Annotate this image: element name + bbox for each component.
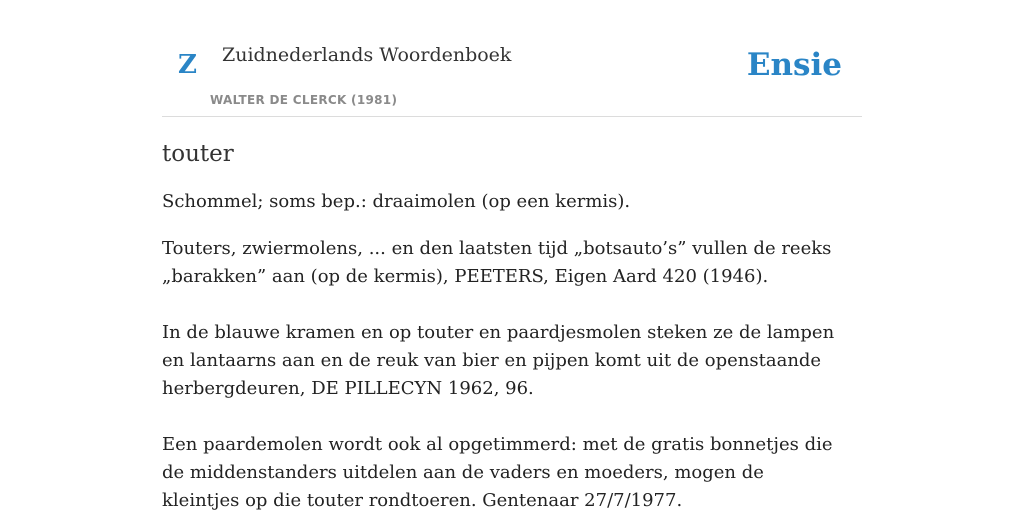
book-logo-icon[interactable]: Z: [178, 50, 197, 80]
entry-quote: Een paardemolen wordt ook al opgetimmerd: met de gratis bonnetjes die de middenstanders uitdelen aan de vaders en moeders, mogen de kleintjes op die touter rondtoeren. Gentenaar 27/7/1977.: [162, 434, 833, 511]
entry-quote: Touters, zwiermolens, ... en den laatsten tijd „botsauto’s” vullen de reeks „barakken” aan (op de kermis), PEETERS, Eigen Aard 420 (1946).: [162, 238, 832, 287]
ensie-logo-link[interactable]: Ensie: [746, 47, 842, 83]
entry-headword: touter: [162, 141, 234, 167]
entry-content: [162, 138, 842, 512]
entry-definition: Schommel; soms bep.: draaimolen (op een kermis).: [162, 191, 631, 212]
book-author: WALTER DE CLERCK (1981): [210, 93, 398, 107]
page-header: [162, 0, 862, 117]
entry-quote: In de blauwe kramen en op touter en paardjesmolen steken ze de lampen en lantaarns aan en de reuk van bier en pijpen komt uit de openstaande herbergdeuren, DE PILLECYN 1962, 96.: [162, 322, 835, 399]
book-title-link[interactable]: Zuidnederlands Woordenboek: [222, 44, 512, 66]
